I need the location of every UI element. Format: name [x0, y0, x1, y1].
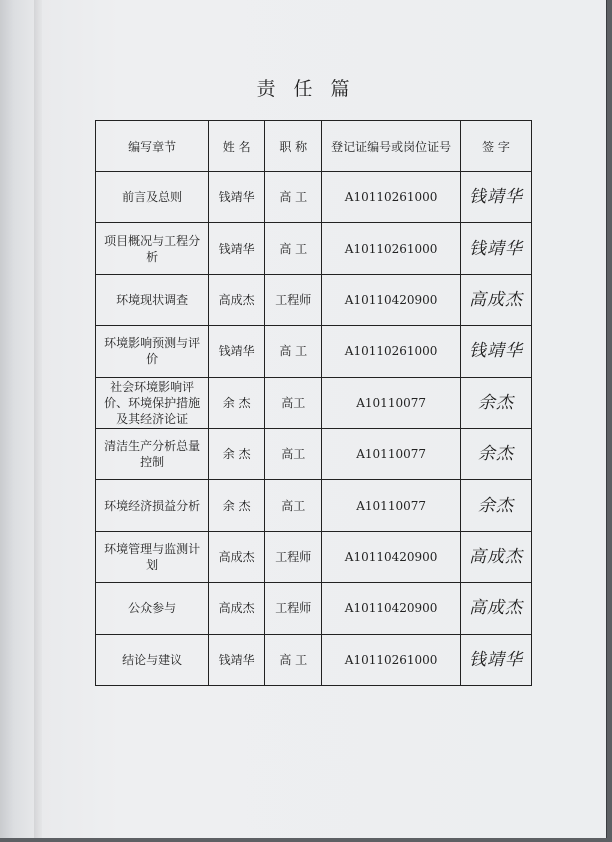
cell-signature: 余杰 — [461, 428, 532, 479]
col-header-title: 职 称 — [265, 121, 322, 172]
cell-name: 高成杰 — [209, 583, 265, 634]
cell-title: 工程师 — [265, 583, 322, 634]
cell-name: 余 杰 — [209, 377, 265, 428]
binding-shadow — [34, 0, 42, 838]
table-row — [96, 428, 532, 479]
cell-section: 前言及总则 — [96, 172, 209, 223]
cell-title: 高 工 — [265, 223, 322, 274]
cell-name: 钱靖华 — [209, 634, 265, 685]
cell-section: 环境经济损益分析 — [96, 480, 209, 531]
cell-signature: 钱靖华 — [461, 326, 532, 377]
cell-cert: A10110420900 — [322, 274, 461, 325]
cell-title: 高工 — [265, 377, 322, 428]
table-row — [96, 223, 532, 274]
col-header-name: 姓 名 — [209, 121, 265, 172]
cell-title: 高 工 — [265, 172, 322, 223]
table-row — [96, 531, 532, 582]
cell-section: 社会环境影响评价、环境保护措施及其经济论证 — [96, 377, 209, 428]
cell-section: 清洁生产分析总量控制 — [96, 428, 209, 479]
cell-cert: A10110261000 — [322, 326, 461, 377]
table-row — [96, 480, 532, 531]
cell-signature: 钱靖华 — [461, 634, 532, 685]
responsibility-table — [95, 120, 532, 686]
col-header-section: 编写章节 — [96, 121, 209, 172]
cell-section: 环境现状调查 — [96, 274, 209, 325]
page-title: 责 任 篇 — [256, 78, 356, 100]
table-row — [96, 583, 532, 634]
cell-signature: 高成杰 — [461, 531, 532, 582]
cell-title: 高 工 — [265, 326, 322, 377]
cell-name: 高成杰 — [209, 274, 265, 325]
cell-section: 环境影响预测与评价 — [96, 326, 209, 377]
cell-section: 环境管理与监测计划 — [96, 531, 209, 582]
cell-signature: 余杰 — [461, 377, 532, 428]
table-row — [96, 326, 532, 377]
col-header-cert: 登记证编号或岗位证号 — [322, 121, 461, 172]
cell-cert: A10110261000 — [322, 172, 461, 223]
cell-cert: A10110077 — [322, 377, 461, 428]
table-row — [96, 274, 532, 325]
cell-signature: 钱靖华 — [461, 172, 532, 223]
cell-section: 公众参与 — [96, 583, 209, 634]
cell-signature: 钱靖华 — [461, 223, 532, 274]
cell-name: 钱靖华 — [209, 172, 265, 223]
cell-title: 高工 — [265, 480, 322, 531]
cell-cert: A10110261000 — [322, 223, 461, 274]
cell-cert: A10110077 — [322, 428, 461, 479]
cell-section: 项目概况与工程分析 — [96, 223, 209, 274]
cell-title: 工程师 — [265, 274, 322, 325]
table-row — [96, 172, 532, 223]
cell-cert: A10110077 — [322, 480, 461, 531]
cell-cert: A10110420900 — [322, 531, 461, 582]
cell-cert: A10110420900 — [322, 583, 461, 634]
col-header-signature: 签 字 — [461, 121, 532, 172]
table-header-row — [96, 121, 532, 172]
cell-name: 钱靖华 — [209, 326, 265, 377]
cell-name: 钱靖华 — [209, 223, 265, 274]
cell-title: 工程师 — [265, 531, 322, 582]
cell-name: 余 杰 — [209, 428, 265, 479]
table-row — [96, 634, 532, 685]
cell-title: 高 工 — [265, 634, 322, 685]
cell-name: 余 杰 — [209, 480, 265, 531]
cell-signature: 高成杰 — [461, 274, 532, 325]
cell-signature: 余杰 — [461, 480, 532, 531]
cell-section: 结论与建议 — [96, 634, 209, 685]
table-row — [96, 377, 532, 428]
cell-signature: 高成杰 — [461, 583, 532, 634]
cell-title: 高工 — [265, 428, 322, 479]
cell-name: 高成杰 — [209, 531, 265, 582]
cell-cert: A10110261000 — [322, 634, 461, 685]
